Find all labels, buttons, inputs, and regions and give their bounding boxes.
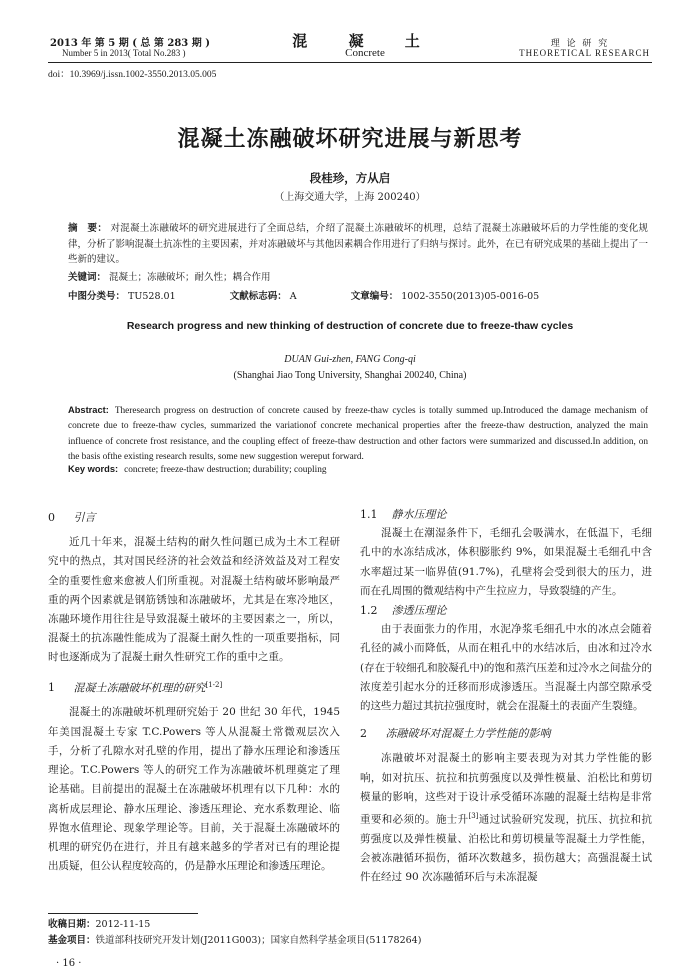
mechanical-paragraph <box>360 749 652 887</box>
journal-name-en: Concrete <box>345 47 385 59</box>
section-name-en: THEORETICAL RESEARCH <box>519 48 650 58</box>
mechanism-paragraph: 混凝土的冻融破坏机理研究始于 20 世纪 30 年代，1945 年美国混凝土专家 T.C.Powers 等人从混凝土常微观层次入手，分析了孔隙水对孔壁的作用，提出了静水压理论和渗透压理论。T.C.Powers 等人的研究工作为冻融破坏机理奠定了理论基础。目前提出的混凝土在冻融破坏机理有以下几种：水的离析成层理论、静水压理论、渗透压理论、充水系数理论、临界饱水值理论、现象学理论等。目前，关于混凝土冻融破坏的机理的研究仍在进行，并且有越来越多的学者对已有的理论提出质疑，但公认程度较高的，仍是静水压理论和渗透压理论。 <box>48 706 340 873</box>
mechanical-reference: [3] <box>468 812 479 821</box>
doc-code-label: 文献标志码： <box>229 291 287 302</box>
section-1-1-heading <box>360 505 652 524</box>
section-0-heading <box>48 508 340 527</box>
english-keywords <box>68 464 327 475</box>
funding-value: 铁道部科技研究开发计划(J2011G003)；国家自然科学基金项目(51178264) <box>95 935 422 946</box>
section-2-number: 2 <box>360 727 367 741</box>
intro-paragraph: 近几十年来，混凝土结构的耐久性问题已成为土木工程研究中的热点，其对国民经济的社会效益和经济效益及对工程安全的重要性愈来愈被人们所重视。对混凝土结构破坏影响最严重的两个因素就是钢筋锈蚀和冻融破坏，尤其是在寒冷地区，冻融环境作用往往是导致混凝土破坏的主要因素之一，所以，混凝土的抗冻融性能成为了混凝土耐久性的一项重要指标，同时也逐渐成为了混凝土耐久性研究工作的重中之重。 <box>48 536 340 664</box>
clc-value: TU528.01 <box>128 291 176 302</box>
section-0-title: 引言 <box>73 511 96 524</box>
english-abstract-text: Theresearch progress on destruction of concrete caused by freeze-thaw cycles is totally summed up.Introduced the damage mechanism of concrete due to freeze-thaw cycles, summarized the variationof concrete mechanical properties after the freeze-thaw destruction, analyzed the main influence of concrete frost resistance, and the coupling effect of freeze-thaw destruction and other factors were summarized and discussed.In addition, on the basis ofthe existing research results, some new suggestion wereput forward. <box>68 406 648 462</box>
section-2-title: 冻融破坏对混凝土力学性能的影响 <box>385 727 551 741</box>
footnote-rule <box>48 913 198 914</box>
section-1-heading <box>48 676 340 698</box>
section-1-reference: [1-2] <box>205 680 223 689</box>
journal-issue-en: Number 5 in 2013( Total No.283 ) <box>62 48 186 58</box>
right-column <box>360 505 652 887</box>
keywords-cn <box>68 270 648 286</box>
page-number: · 16 · <box>56 958 82 969</box>
section-1-title: 混凝土冻融破坏机理的研究 <box>73 681 206 695</box>
hydrostatic-paragraph: 混凝土在潮湿条件下，毛细孔会吸满水，在低温下，毛细孔中的水冻结成冰，体积膨胀约 9%，如果混凝土毛细孔中含水率超过某一临界值(91.7%)，孔壁将会受到很大的压力，进而在孔周围的微观结构中产生拉应力，导致裂缝的产生。 <box>360 527 652 597</box>
section-1-2-heading <box>360 601 652 620</box>
section-0-number: 0 <box>48 511 55 524</box>
english-abstract-label: Abstract: <box>68 405 109 415</box>
abstract-text: 对混凝土冻融破坏的研究进展进行了全面总结，介绍了混凝土冻融破坏的机理，总结了混凝土冻融破坏后的力学性能的变化规律，分析了影响混凝土抗冻性的主要因素，并对冻融破坏与其他因素耦合作用进行了归纳与探讨。此外，在已有研究成果的基础上提出了一些新的建议。 <box>68 223 648 265</box>
section-1-1-number: 1.1 <box>360 508 378 521</box>
received-label: 收稿日期： <box>48 919 96 930</box>
section-1-2-title: 渗透压理论 <box>391 604 447 618</box>
journal-issue-cn: 2013 年 第 5 期 ( 总 第 283 期 ) <box>50 38 210 49</box>
funding-label: 基金项目： <box>48 935 96 946</box>
english-authors: DUAN Gui-zhen, FANG Cong-qi <box>284 354 416 365</box>
mechanical-text-b: 通过试验研究发现，抗压、抗拉和抗剪强度以及弹性模量、泊松比和剪切模量等混凝土力学性能，会被冻融循环损伤，循环次数越多，损伤越大；高强混凝土试件在经过 90 次冻融循环后与未冻混凝 <box>360 813 653 884</box>
article-no-value: 1002-3550(2013)05-0016-05 <box>401 291 540 302</box>
english-abstract <box>68 403 648 465</box>
classification-line <box>68 288 539 302</box>
funding <box>48 932 421 946</box>
doc-code-value: A <box>289 291 297 302</box>
abstract-label: 摘 要： <box>68 223 108 234</box>
english-affiliation: (Shanghai Jiao Tong University, Shanghai 200240, China) <box>233 370 467 381</box>
keywords-label: 关键词： <box>68 272 107 283</box>
clc-label: 中图分类号： <box>68 291 126 302</box>
section-1-1-title: 静水压理论 <box>391 508 447 521</box>
journal-name-cn: 混 凝 土 <box>292 32 438 50</box>
mechanical-text-a: 冻融破坏对混凝土的影响主要表现为对其力学性能的影响，如对抗压、抗拉和抗剪强度以及弹性模量、泊松比和剪切模量的影响，这些对于设计承受循环冻融的混凝土结构是非常重要和必须的。施士升 <box>360 752 652 826</box>
paper-title: 混凝土冻融破坏研究进展与新思考 <box>177 126 523 152</box>
section-name-cn: 理 论 研 究 <box>550 39 610 49</box>
doi[interactable]: doi：10.3969/j.issn.1002-3550.2013.05.005 <box>48 70 217 80</box>
english-keywords-text: concrete; freeze-thaw destruction; durability; coupling <box>124 465 327 475</box>
header-rule <box>48 62 652 63</box>
section-1-2-number: 1.2 <box>360 604 378 618</box>
section-1-number: 1 <box>48 681 55 695</box>
affiliation: （上海交通大学，上海 200240） <box>274 192 426 203</box>
osmotic-paragraph: 由于表面张力的作用，水泥净浆毛细孔中水的冰点会随着孔径的减小而降低，从而在粗孔中的水结冰后，由冰和过冷水(存在于较细孔和胶凝孔中)的饱和蒸汽压差和过冷水之间盐分的浓度差引起水分的迁移而形成渗透压。当混凝土内部空隙承受的这些力超过其抗拉强度时，就会在混凝土的表面产生裂缝。 <box>360 623 652 713</box>
section-2-heading <box>360 724 652 743</box>
authors: 段桂珍，方从启 <box>309 171 391 185</box>
abstract-cn <box>68 221 648 268</box>
english-title: Research progress and new thinking of destruction of concrete due to freeze-thaw cycles <box>126 320 574 332</box>
received-date <box>48 916 150 930</box>
left-column <box>48 508 340 876</box>
received-value: 2012-11-15 <box>95 919 151 930</box>
article-no-label: 文章编号： <box>350 291 399 302</box>
keywords-text: 混凝土；冻融破坏；耐久性；耦合作用 <box>109 272 271 283</box>
english-keywords-label: Key words: <box>68 464 119 474</box>
